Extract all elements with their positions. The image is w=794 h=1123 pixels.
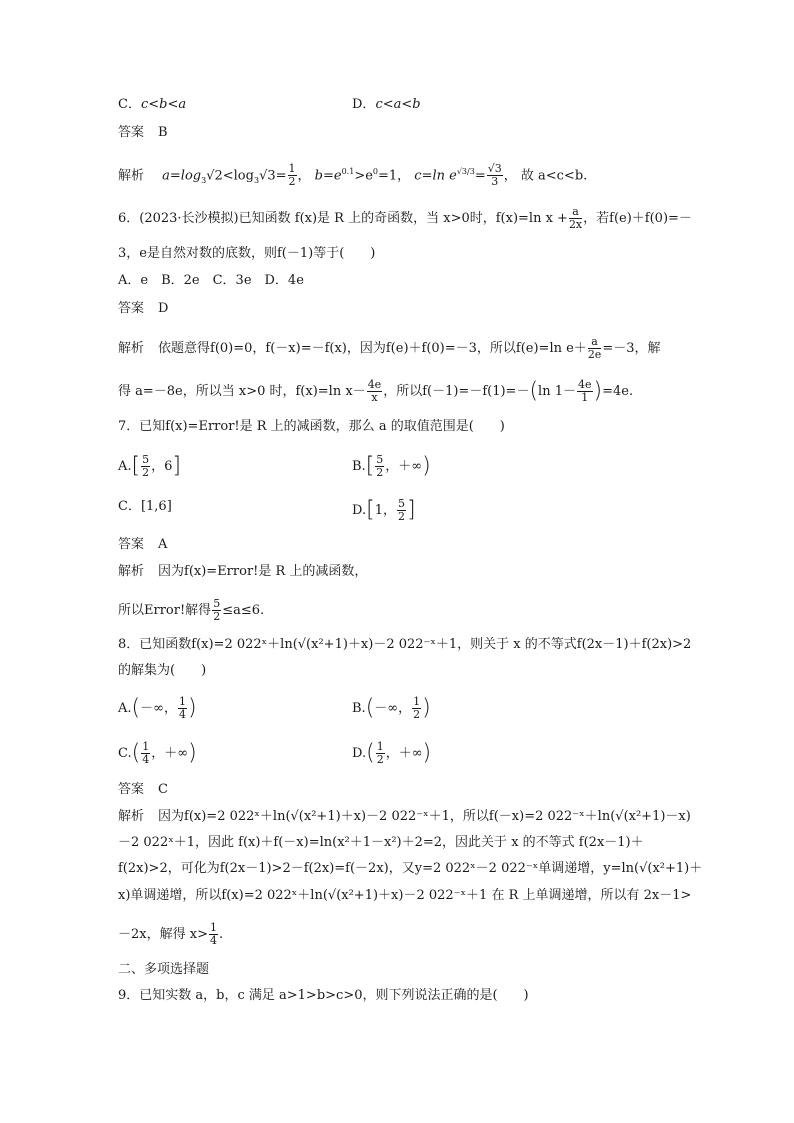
- q7-option-a: A.[ $\frac{5}{2}$ ，6]: [118, 453, 182, 479]
- q6-answer: 答案 D: [118, 301, 169, 316]
- q5-option-c: C．c<b<a: [118, 97, 187, 112]
- q8-stem-line1: 8．已知函数f(x)=2 022ˣ＋ln(√(x²+1)＋x)－2 022⁻ˣ＋1，则关于 x 的不等式f(2x－1)＋f(2x)>2: [118, 637, 692, 652]
- q8-answer: 答案 C: [118, 782, 168, 797]
- q7-option-c: C．[1,6]: [118, 499, 172, 514]
- fraction-4e-over-1: $\frac{4e}{1}$: [577, 378, 592, 404]
- fraction-a-over-2x: $\frac{a}{2x}$: [568, 205, 583, 231]
- q6-solution-line2: 得 a=－8e，所以当 x>0 时，f(x)=ln x－ $\frac{4e}{x}$ ，所以f(－1)=－f(1)=－(ln 1－ $\frac{4e}{1}$ )=4e.: [118, 378, 634, 404]
- q8-solution-line5: －2x，解得 x> $\frac{1}{4}$ .: [118, 921, 224, 947]
- q6-stem-line2: 3，e是自然对数的底数，则f(－1)等于( ): [118, 246, 376, 261]
- q7-solution-line1: 解析 因为f(x)=Error!是 R 上的减函数，: [118, 564, 368, 579]
- q5-answer: 答案 B: [118, 125, 168, 140]
- q8-option-b: B.(－∞， $\frac{1}{2}$ ): [352, 695, 431, 721]
- q7-option-b: B.[ $\frac{5}{2}$ ，＋∞): [352, 453, 431, 479]
- fraction-1-over-4: $\frac{1}{4}$: [178, 695, 186, 721]
- fraction-5-over-2: $\frac{5}{2}$: [142, 453, 150, 479]
- fraction-1-over-4: $\frac{1}{4}$: [142, 740, 150, 766]
- fraction-1-over-2: $\frac{1}{2}$: [376, 740, 384, 766]
- fraction-4e-over-x: $\frac{4e}{x}$: [367, 378, 382, 404]
- q8-option-a: A.(－∞， $\frac{1}{4}$ ): [118, 695, 197, 721]
- fraction-1-over-4: $\frac{1}{4}$: [209, 921, 217, 947]
- q7-solution-line2: 所以Error!解得 $\frac{5}{2}$ ≤a≤6.: [118, 597, 265, 623]
- q8-solution-line2: －2 022ˣ＋1，因此 f(x)＋f(－x)=ln(x²＋1－x²)＋2=2，因此关于 x 的不等式 f(2x－1)＋: [118, 835, 644, 850]
- fraction-5-over-2: $\frac{5}{2}$: [376, 453, 384, 479]
- q6-solution-line1: 解析 依题意得f(0)=0，f(－x)=－f(x)，因为f(e)＋f(0)=－3，所以f(e)=ln e＋ $\frac{a}{2e}$ =－3，解: [118, 335, 661, 361]
- fraction-a-over-2e: $\frac{a}{2e}$: [587, 335, 602, 361]
- q6-options: A．e B．2e C．3e D．4e: [118, 273, 304, 288]
- q8-option-d: D.( $\frac{1}{2}$ ，＋∞): [352, 740, 432, 766]
- q5-option-d: D．c<a<b: [352, 97, 421, 112]
- q6-stem-line1: 6．(2023·长沙模拟)已知函数 f(x)是 R 上的奇函数，当 x>0时，f(x)=ln x + $\frac{a}{2x}$ ，若f(e)＋f(0)=－: [118, 205, 692, 231]
- fraction-half: $\frac{1}{2}$: [288, 162, 296, 189]
- q9-stem: 9．已知实数 a，b，c 满足 a>1>b>c>0，则下列说法正确的是( ): [118, 988, 529, 1003]
- q5-solution: 解析 $a=\log_3√2<\log_3√3=$ $\frac{1}{2}$ ， $b=e^{0.1}>e^0=1$， c=ln $e^{√3/3}=$ $\frac{√3}{3}$ ， 故 a<c<b.: [118, 162, 588, 189]
- q8-stem-line2: 的解集为( ): [118, 663, 207, 678]
- fraction-1-over-2: $\frac{1}{2}$: [413, 695, 421, 721]
- q8-option-c: C.( $\frac{1}{4}$ ，＋∞): [118, 740, 197, 766]
- section-title: 二、多项选择题: [118, 962, 210, 977]
- fraction-5-over-2: $\frac{5}{2}$: [213, 597, 221, 623]
- q7-stem: 7．已知f(x)=Error!是 R 上的减函数，那么 a 的取值范围是( ): [118, 419, 505, 434]
- q7-answer: 答案 A: [118, 537, 168, 552]
- fraction-5-over-2: $\frac{5}{2}$: [397, 497, 405, 523]
- q7-option-d: D.[1， $\frac{5}{2}$ ]: [352, 497, 416, 523]
- q8-solution-line3: f(2x)>2，可化为f(2x－1)>2－f(2x)=f(－2x)，又y=2 022ˣ－2 022⁻ˣ单调递增，y=ln(√(x²+1)＋: [118, 861, 703, 876]
- q8-solution-line4: x)单调递增，所以f(x)=2 022ˣ＋ln(√(x²+1)＋x)－2 022⁻ˣ＋1 在 R 上单调递增，所以有 2x－1>: [118, 888, 692, 903]
- q8-solution-line1: 解析 因为f(x)=2 022ˣ＋ln(√(x²+1)＋x)－2 022⁻ˣ＋1，所以f(－x)=2 022⁻ˣ＋ln(√(x²+1)－x): [118, 809, 691, 824]
- fraction-sqrt3-over-3: $\frac{√3}{3}$: [487, 162, 502, 189]
